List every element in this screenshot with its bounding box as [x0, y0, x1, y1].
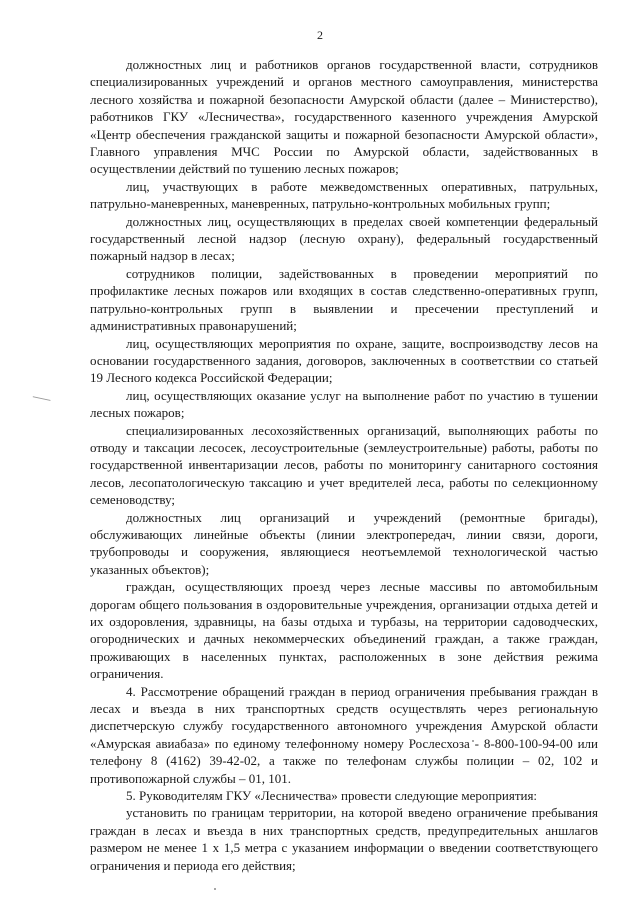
paragraph-mobile-groups: лиц, участвующих в работе межведомственных оперативных, патрульных, патрульно-маневренных, маневренных, патрульно-контрольных мобильных групп;: [90, 178, 598, 212]
paragraph-signs: установить по границам территории, на которой введено ограничение пребывания граждан в лесах и въезда в них транспортных средств, предупредительных аншлагов размером не менее 1 х 1,5 метра с указанием информации о введении соответствующего ограничения и периода его действия;: [90, 805, 598, 873]
paragraph-citizens-transit: граждан, осуществляющих проезд через лесные массивы по автомобильным дорогам общего пользования в оздоровительные учреждения, организации отдыха детей и их оздоровления, здравницы, на базы отдыха и турбазы, на территории садоводческих, огороднических и дачных некоммерческих объединений граждан, а также граждан, проживающих в населенных пунктах, расположенных в зоне действия режима ограничения.: [90, 579, 598, 682]
paragraph-forest-supervision: должностных лиц, осуществляющих в пределах своей компетенции федеральный государственный лесной надзор (лесную охрану), федеральный государственный пожарный надзор в лесах;: [90, 213, 598, 264]
scan-speck: [214, 888, 216, 890]
paragraph-forest-protection: лиц, осуществляющих мероприятия по охране, защите, воспроизводству лесов на основании государственного задания, договоров, заключенных в соответствии со статьей 19 Лесного кодекса Российской Федерации;: [90, 335, 598, 386]
paragraph-firefighting-services: лиц, осуществляющих оказание услуг на выполнение работ по участию в тушении лесных пожаров;: [90, 387, 598, 421]
document-body: [90, 56, 598, 874]
paragraph-forestry-organizations: специализированных лесохозяйственных организаций, выполняющих работы по отводу и таксации лесосек, лесоустроительные (землеустроительные) работы, работы по государственной инвентаризации лесов, работы по мониторингу санитарного состояния лесов, лесопатологическую таксацию и учет вредителей леса, работы по селекционному семеноводству;: [90, 422, 598, 508]
page-number: 2: [317, 28, 323, 42]
paragraph-officials: должностных лиц и работников органов государственной власти, сотрудников специализированных учреждений и органов местного самоуправления, министерства лесного хозяйства и пожарной безопасности Амурской области (далее – Министерство), работников ГКУ «Лесничества», государственного казенного учреждения Амурской «Центр обеспечения гражданской защиты и пожарной безопасности Амурской области», Главного управления МЧС России по Амурской области, задействованных в осуществлении действий по тушению лесных пожаров;: [90, 57, 598, 177]
paragraph-item-4: 4. Рассмотрение обращений граждан в период ограничения пребывания граждан в лесах и въезда в них транспортных средств осуществлять через региональную диспетчерскую службу государственного автономного учреждения Амурской области «Амурская авиабаза» по единому телефонному номеру Рослесхоза - 8-800-100-94-00 или телефону 8 (4162) 39-42-02, а также по телефонам службы полиции – 02, 102 и противопожарной службы – 01, 101.: [90, 683, 598, 786]
paragraph-linear-objects: должностных лиц организаций и учреждений (ремонтные бригады), обслуживающих линейные объекты (линии электропередач, линии связи, дороги, трубопроводы и сооружения, являющиеся неотъемлемой технологической частью указанных объектов);: [90, 509, 598, 577]
paragraph-police: сотрудников полиции, задействованных в проведении мероприятий по профилактике лесных пожаров или входящих в состав следственно-оперативных групп, патрульно-контрольных групп в выявлении и пресечении преступлений и административных правонарушений;: [90, 265, 598, 334]
paragraph-item-5: 5. Руководителям ГКУ «Лесничества» провести следующие мероприятия:: [126, 788, 538, 804]
margin-pencil-mark: [31, 396, 50, 407]
